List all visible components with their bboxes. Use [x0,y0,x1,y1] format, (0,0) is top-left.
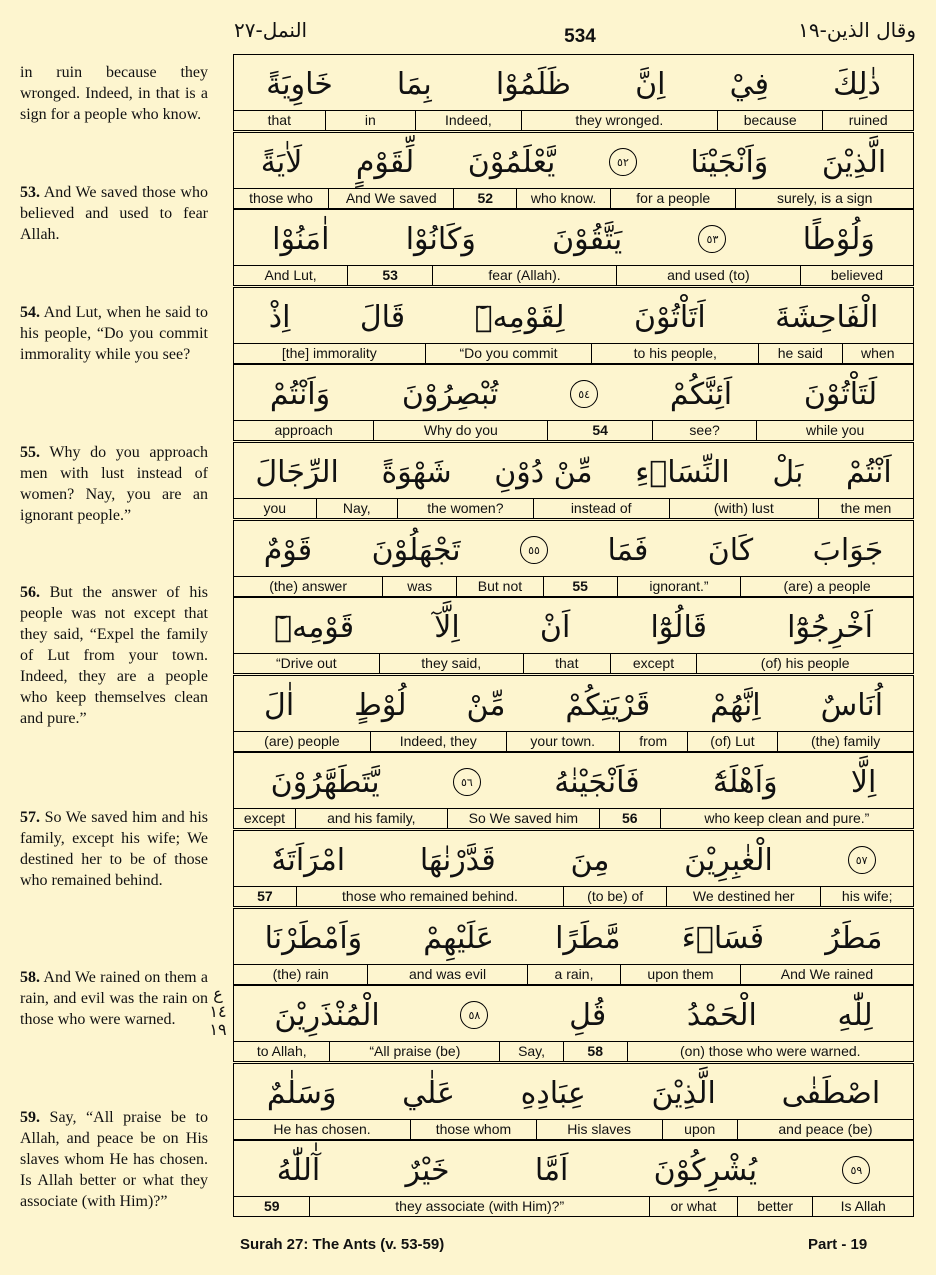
translation-paragraph [20,302,208,365]
ayah-marker-icon: ٥٣ [698,225,726,253]
english-line [234,498,913,518]
word-meaning-cell: that [267,112,291,128]
verse-translation: And We rained on them a rain, and evil was the rain on those who were warned. [20,969,208,1028]
english-line [234,1041,913,1061]
arabic-line [234,133,913,191]
word-meaning-cell: (with) lust [669,499,818,518]
english-line [234,1119,913,1139]
footer-part: Part - 19 [808,1236,868,1253]
word-meaning-cell: they associate (with Him)?” [309,1197,649,1216]
ayah-marker-icon: ٥٩ [842,1156,870,1184]
verse-number: 59. [20,1109,40,1126]
ayah-marker-icon: ٥٨ [460,1001,488,1029]
english-line [234,110,913,130]
verse-translation: And We saved those who believed and used to fear Allah. [20,184,208,243]
word-meaning-cell: the women? [397,499,533,518]
grid-row [233,597,914,674]
word-meaning-cell: from [619,732,687,751]
word-meaning-cell: your town. [506,732,619,751]
arabic-word: جَوَابَ [812,532,884,568]
arabic-word: الَّذِيْنَ [651,1075,716,1111]
word-meaning-cell: Indeed, [415,111,521,130]
grid-row [233,442,914,519]
verse-number-cell: 56 [599,809,660,828]
arabic-word: امْرَاَتَهٗ [271,842,346,878]
word-meaning-cell: Is Allah [812,1197,913,1216]
english-line [234,653,913,673]
arabic-word: عَلَيْهِمْ [423,920,494,956]
arabic-line [234,676,913,734]
english-line [234,188,913,208]
word-meaning-cell: [the] immorality [281,345,377,361]
english-line [234,576,913,596]
arabic-word: يَتَّقُوْنَ [552,221,623,257]
arabic-word: اَمَّا [534,1152,569,1188]
verse-translation: So We saved him and his family, except his wife; We destined her to be of those who remained behind. [20,809,208,889]
word-meaning-cell: He has chosen. [273,1121,371,1137]
word-meaning-cell: Say, [499,1042,563,1061]
arabic-word: وَاَمْطَرْنَا [264,920,363,956]
arabic-word: فَاَنْجَيْنٰهُ [554,764,640,800]
word-meaning-cell: who know. [516,189,610,208]
arabic-word: اِلَّآ [434,609,460,645]
verse-translation: Why do you approach men with lust instead of women? Nay, you are an ignorant people.” [20,444,209,524]
word-meaning-cell: fear (Allah). [432,266,616,285]
verse-number: 55. [20,444,40,461]
verse-number-cell: 53 [347,266,432,285]
word-meaning-cell: Why do you [373,421,547,440]
arabic-line [234,831,913,889]
arabic-line [234,521,913,579]
arabic-word: قَدَّرْنٰهَا [419,842,496,878]
arabic-line [234,909,913,967]
arabic-line [234,365,913,423]
arabic-word: وَسَلٰمٌ [266,1075,337,1111]
verse-translation: Say, “All praise be to Allah, and peace be on His slaves whom He has chosen. Is Allah better or what they associate (with Him)?” [20,1109,208,1210]
arabic-word: فَسَاۗءَ [681,920,765,956]
arabic-word: آٰللّٰهُ [276,1152,321,1188]
arabic-word: شَهْوَةً [381,454,452,490]
arabic-word: اِذْ [268,299,291,335]
word-meaning-cell: And We saved [328,189,453,208]
word-meaning-cell: instead of [533,499,669,518]
translation-paragraph [20,1107,208,1212]
arabic-word: وَاَهْلَهٗٓ [712,764,778,800]
arabic-word: لَتَاْتُوْنَ [803,376,878,412]
arabic-line [234,288,913,346]
arabic-word: لِقَوْمِهٖٓ [474,299,565,335]
word-meaning-cell: His slaves [536,1120,662,1139]
translation-paragraph [20,442,208,526]
verse-number: 53. [20,184,40,201]
grid-row [233,287,914,364]
grid-row [233,132,914,209]
arabic-word: فَمَا [607,532,649,568]
word-meaning-cell: those who [249,190,313,206]
word-meaning-cell: (are) a people [740,577,913,596]
verse-number-cell: 54 [547,421,651,440]
translation-paragraph [20,807,208,891]
word-meaning-cell: see? [652,421,756,440]
grid-row [233,752,914,829]
grid-row [233,985,914,1062]
footer-surah-info: Surah 27: The Ants (v. 53-59) [240,1236,445,1253]
arabic-word: الْمُنْذَرِيْنَ [274,997,380,1033]
arabic-word: اَخْرِجُوْٓا [787,609,873,645]
word-meaning-cell: to Allah, [256,1043,307,1059]
english-line [234,265,913,285]
word-meaning-cell: those whom [410,1120,536,1139]
arabic-word: خَاوِيَةً [266,66,333,102]
word-meaning-cell: (of) Lut [687,732,778,751]
arabic-word: اٰلَ [264,687,295,723]
translation-paragraph [20,62,208,125]
ayah-marker-icon: ٥٥ [520,536,548,564]
arabic-word: اصْطَفٰى [781,1075,881,1111]
word-meaning-cell: (the) family [777,732,913,751]
word-meaning-cell: (of) his people [696,654,913,673]
word-meaning-cell: he said [758,344,841,363]
arabic-word: اِنَّهُمْ [710,687,761,723]
arabic-word: يَّعْلَمُوْنَ [467,144,556,180]
grid-row [233,675,914,752]
word-meaning-cell: who keep clean and pure.” [660,809,913,828]
verse-translation: But the answer of his people was not except that they said, “Expel the family of Lut from your town. Indeed, they are a people who keep themselves clean and pure.” [20,584,208,727]
arabic-word: تُبْصِرُوْنَ [401,376,499,412]
word-meaning-cell: (to be) of [563,887,666,906]
verse-number: 56. [20,584,40,601]
word-meaning-cell: those who remained behind. [296,887,563,906]
arabic-word: مَطَرُ [825,920,883,956]
word-meaning-cell: his wife; [820,887,913,906]
arabic-word: بَلْ [772,454,804,490]
verse-number: 54. [20,304,40,321]
word-meaning-cell: Indeed, they [370,732,506,751]
verse-number: 57. [20,809,40,826]
word-meaning-cell: and used (to) [616,266,800,285]
word-meaning-cell: in [325,111,416,130]
word-meaning-cell: So We saved him [447,809,599,828]
word-meaning-cell: But not [456,577,542,596]
verse-number: 58. [20,969,40,986]
word-meaning-cell: “All praise (be) [329,1042,499,1061]
verse-translation: in ruin because they wronged. Indeed, in that is a sign for a people who know. [20,64,208,123]
arabic-word: وَلُوْطًا [802,221,875,257]
verse-number-cell: 55 [543,577,617,596]
arabic-word: وَكَانُوْا [405,221,476,257]
arabic-word: خَيْرٌ [405,1152,450,1188]
translation-paragraph [20,182,208,245]
ayah-marker-icon: ٥٦ [453,768,481,796]
word-meaning-cell: surely, is a sign [735,189,913,208]
arabic-word: الْحَمْدُ [686,997,757,1033]
arabic-word: مِنَ [570,842,610,878]
word-meaning-cell: approach [274,422,333,438]
word-meaning-cell: believed [800,266,913,285]
arabic-line [234,1064,913,1122]
arabic-word: لَاٰيَةً [260,144,303,180]
word-meaning-cell: upon them [620,965,740,984]
word-meaning-cell: And We rained [740,965,913,984]
arabic-word: قَوْمِهٖٓ [274,609,355,645]
english-line [234,886,913,906]
ayah-marker-icon: ٥٧ [848,846,876,874]
arabic-word: عَلٰي [402,1075,455,1111]
word-meaning-cell: and peace (be) [737,1120,913,1139]
word-meaning-cell: And Lut, [264,267,317,283]
word-meaning-cell: “Do you commit [425,344,592,363]
translation-paragraph [20,582,208,729]
word-meaning-cell: better [737,1197,812,1216]
arabic-word: عِبَادِهِ [520,1075,586,1111]
arabic-line [234,986,913,1044]
word-meaning-cell: and his family, [295,809,447,828]
arabic-word: فِيْ [729,66,769,102]
grid-row [233,520,914,597]
word-meaning-cell: Nay, [316,499,397,518]
word-meaning-cell: (the) answer [269,578,348,594]
surah-name-arabic: النمل-٢٧ [234,18,308,42]
arabic-word: قَرْيَتِكُمْ [565,687,651,723]
word-meaning-cell: they said, [379,654,523,673]
arabic-line [234,55,913,113]
word-meaning-cell: while you [756,421,913,440]
arabic-word: الْغٰبِرِيْنَ [684,842,773,878]
arabic-word: اَتَاْتُوْنَ [633,299,706,335]
page-header [0,0,936,55]
word-meaning-cell: the men [818,499,913,518]
arabic-word: تَجْهَلُوْنَ [371,532,461,568]
word-meaning-cell: ignorant.” [617,577,740,596]
word-meaning-cell: except [610,654,697,673]
grid-row [233,54,914,131]
arabic-word: اِنَّ [635,66,666,102]
arabic-word: ذٰلِكَ [833,66,881,102]
arabic-line [234,598,913,656]
word-meaning-cell: they wronged. [521,111,717,130]
arabic-line [234,210,913,268]
english-line [234,343,913,363]
arabic-word: اَنْتُمْ [846,454,892,490]
arabic-line [234,1141,913,1199]
word-meaning-cell: when [842,344,913,363]
arabic-word: لِّقَوْمٍ [355,144,415,180]
grid-row [233,908,914,985]
word-meaning-cell: for a people [610,189,735,208]
arabic-word: الَّذِيْنَ [821,144,887,180]
ayah-marker-icon: ٥٢ [609,148,637,176]
word-meaning-cell: ruined [822,111,913,130]
word-meaning-cell: that [523,654,610,673]
english-line [234,731,913,751]
arabic-word: مَّطَرًا [555,920,621,956]
arabic-word: قَالُوْٓا [650,609,707,645]
grid-row [233,364,914,441]
english-line [234,1196,913,1216]
arabic-word: اُنَاسٌ [820,687,884,723]
arabic-word: قُلِ [569,997,607,1033]
word-meaning-cell: We destined her [666,887,820,906]
arabic-word: اَنْ [539,609,571,645]
translation-paragraph [20,967,208,1030]
juz-name-arabic: وقال الذين-١٩ [798,18,916,42]
verse-number-cell: 59 [263,1198,280,1214]
arabic-word: بِمَا [396,66,432,102]
grid-row [233,1140,914,1217]
page-number: 534 [564,26,596,47]
word-meaning-cell: (on) those who were warned. [627,1042,913,1061]
english-line [234,808,913,828]
verse-number-cell: 52 [453,189,516,208]
arabic-word: النِّسَاۗءِ [635,454,730,490]
arabic-word: لُوْطٍ [354,687,407,723]
word-meaning-cell: to his people, [591,344,758,363]
arabic-word: اٰمَنُوْا [272,221,330,257]
grid-row [233,1063,914,1140]
arabic-word: وَاَنْجَيْنَا [690,144,769,180]
verse-number-cell: 57 [257,888,273,904]
arabic-line [234,443,913,501]
arabic-word: كَانَ [707,532,754,568]
ayah-marker-icon: ٥٤ [570,380,598,408]
verse-translation: And Lut, when he said to his people, “Do you commit immorality while you see? [20,304,208,363]
word-meaning-cell: except [243,810,286,826]
arabic-word: ظَلَمُوْا [495,66,571,102]
word-meaning-cell: and was evil [367,965,527,984]
arabic-word: مِّنْ دُوْنِ [494,454,593,490]
word-meaning-cell: a rain, [527,965,620,984]
arabic-word: الْفَاحِشَةَ [775,299,879,335]
word-meaning-cell: upon [662,1120,737,1139]
word-meaning-cell: because [717,111,823,130]
arabic-word: يَّتَطَهَّرُوْنَ [270,764,380,800]
arabic-line [234,753,913,811]
word-meaning-cell: you [263,500,287,516]
verse-number-cell: 58 [563,1042,627,1061]
arabic-word: اِلَّا [850,764,877,800]
word-meaning-cell: (are) people [264,733,340,749]
word-meaning-cell: was [382,577,456,596]
english-line [234,964,913,984]
arabic-word: مِّنْ [466,687,506,723]
word-meaning-cell: or what [649,1197,737,1216]
arabic-word: قَوْمٌ [263,532,313,568]
grid-row [233,830,914,907]
arabic-word: وَاَنْتُمْ [269,376,331,412]
ruku-marker: ع ١٤ ١٩ [209,984,227,1039]
arabic-word: يُشْرِكُوْنَ [653,1152,758,1188]
word-meaning-cell: “Drive out [275,655,337,671]
word-meaning-cell: (the) rain [272,966,329,982]
english-line [234,420,913,440]
arabic-word: قَالَ [359,299,406,335]
arabic-word: اَئِنَّكُمْ [669,376,733,412]
grid-row [233,209,914,286]
arabic-word: لِلّٰهِ [837,997,873,1033]
arabic-word: الرِّجَالَ [255,454,339,490]
